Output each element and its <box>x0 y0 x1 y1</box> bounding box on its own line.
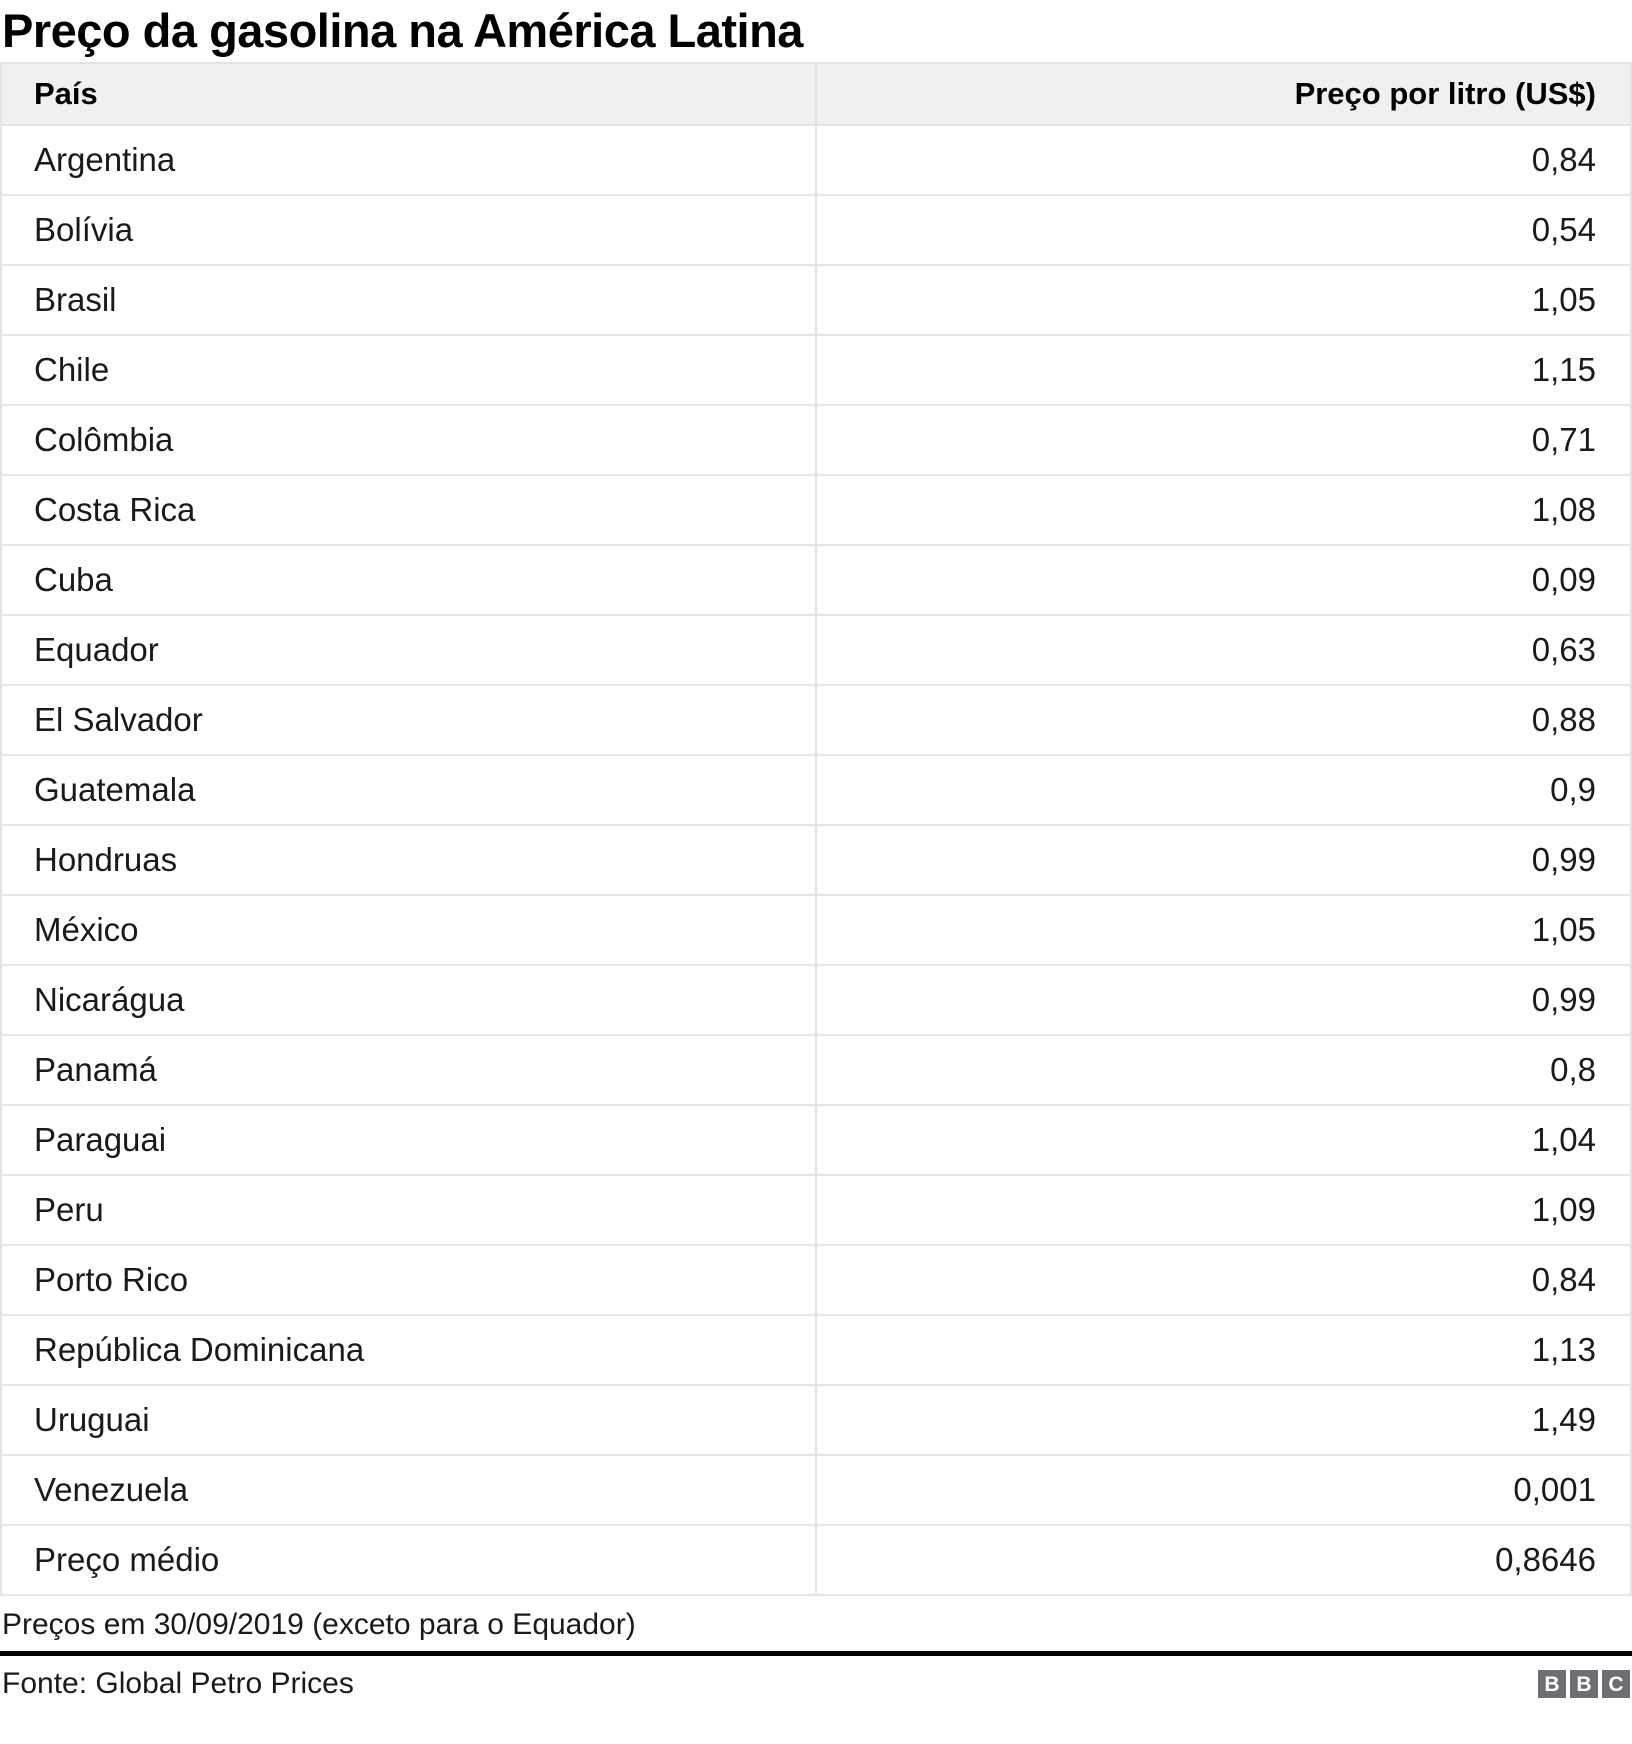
country-cell: Cuba <box>1 545 816 615</box>
country-cell: Hondruas <box>1 825 816 895</box>
table-row <box>1 335 1631 405</box>
price-cell: 0,84 <box>816 125 1631 195</box>
table-row <box>1 1315 1631 1385</box>
country-cell: Colômbia <box>1 405 816 475</box>
country-cell: Peru <box>1 1175 816 1245</box>
price-cell: 1,08 <box>816 475 1631 545</box>
country-cell: Costa Rica <box>1 475 816 545</box>
table-row <box>1 1175 1631 1245</box>
country-cell: Uruguai <box>1 1385 816 1455</box>
country-cell: Panamá <box>1 1035 816 1105</box>
price-cell: 0,84 <box>816 1245 1631 1315</box>
table-row <box>1 755 1631 825</box>
country-cell: Porto Rico <box>1 1245 816 1315</box>
price-cell: 1,49 <box>816 1385 1631 1455</box>
country-cell: Venezuela <box>1 1455 816 1525</box>
divider-rule <box>0 1651 1632 1656</box>
header-row <box>1 63 1631 125</box>
bbc-logo-letter: B <box>1538 1670 1566 1698</box>
price-cell: 0,09 <box>816 545 1631 615</box>
column-header-price: Preço por litro (US$) <box>816 63 1631 125</box>
country-cell: Paraguai <box>1 1105 816 1175</box>
price-cell: 1,05 <box>816 895 1631 965</box>
price-cell: 0,71 <box>816 405 1631 475</box>
price-cell: 1,09 <box>816 1175 1631 1245</box>
price-cell: 0,99 <box>816 965 1631 1035</box>
price-table <box>0 62 1632 1596</box>
table-row <box>1 1455 1631 1525</box>
table-row <box>1 545 1631 615</box>
table-row <box>1 475 1631 545</box>
table-row <box>1 685 1631 755</box>
country-cell: República Dominicana <box>1 1315 816 1385</box>
price-cell: 0,88 <box>816 685 1631 755</box>
price-cell: 0,8 <box>816 1035 1631 1105</box>
country-cell: Chile <box>1 335 816 405</box>
price-cell: 0,9 <box>816 755 1631 825</box>
price-cell: 1,04 <box>816 1105 1631 1175</box>
table-row <box>1 615 1631 685</box>
country-cell: Guatemala <box>1 755 816 825</box>
price-cell: 0,001 <box>816 1455 1631 1525</box>
country-cell: Bolívia <box>1 195 816 265</box>
table-row <box>1 1035 1631 1105</box>
country-cell: Brasil <box>1 265 816 335</box>
table-body <box>1 125 1631 1595</box>
price-cell: 1,13 <box>816 1315 1631 1385</box>
country-cell: Argentina <box>1 125 816 195</box>
country-cell: México <box>1 895 816 965</box>
footnote: Preços em 30/09/2019 (exceto para o Equador) <box>2 1608 636 1641</box>
country-cell: El Salvador <box>1 685 816 755</box>
column-header-country: País <box>1 63 816 125</box>
table-row <box>1 195 1631 265</box>
source-row <box>0 1667 1632 1701</box>
country-cell: Preço médio <box>1 1525 816 1595</box>
price-cell: 0,54 <box>816 195 1631 265</box>
table-row-average <box>1 1525 1631 1595</box>
country-cell: Nicarágua <box>1 965 816 1035</box>
table-row <box>1 825 1631 895</box>
bbc-logo <box>1538 1670 1630 1698</box>
country-cell: Equador <box>1 615 816 685</box>
price-cell: 0,99 <box>816 825 1631 895</box>
table-row <box>1 405 1631 475</box>
table-row <box>1 265 1631 335</box>
bbc-logo-letter: C <box>1602 1670 1630 1698</box>
price-cell: 0,63 <box>816 615 1631 685</box>
table-row <box>1 1105 1631 1175</box>
table-row <box>1 125 1631 195</box>
table-row <box>1 965 1631 1035</box>
bbc-logo-letter: B <box>1570 1670 1598 1698</box>
table-header <box>1 63 1631 125</box>
price-cell: 1,05 <box>816 265 1631 335</box>
table-row <box>1 1245 1631 1315</box>
table-row <box>1 895 1631 965</box>
table-row <box>1 1385 1631 1455</box>
price-cell: 1,15 <box>816 335 1631 405</box>
source-text: Fonte: Global Petro Prices <box>2 1667 354 1700</box>
price-cell: 0,8646 <box>816 1525 1631 1595</box>
infographic <box>0 4 1632 1701</box>
page-title: Preço da gasolina na América Latina <box>2 4 803 57</box>
